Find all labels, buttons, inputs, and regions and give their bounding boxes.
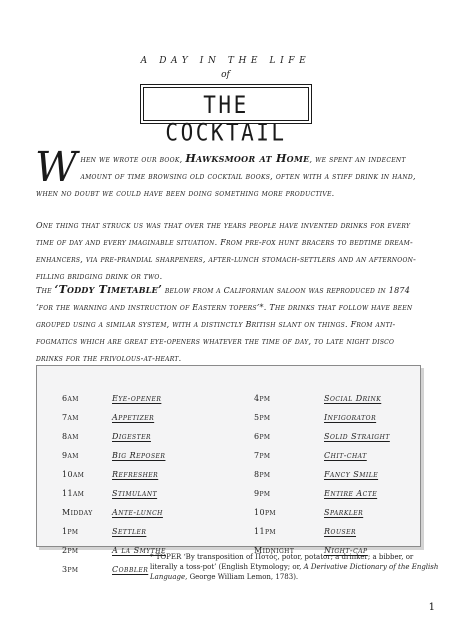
page-title: THE COCKTAIL [165,91,287,147]
kicker: A DAY IN THE LIFE [140,56,311,66]
kicker-of: of [221,70,230,80]
timetable-row [62,427,166,446]
footnote-book-title: A Derivative Dictionary of the English Language [150,563,439,581]
timetable-drink: Sparkler [324,508,364,517]
drop-cap: W [35,143,78,191]
timetable-drink: Big Reposer [112,451,166,460]
paragraph-3-rest: below from a Californian saloon was reproduced in 1874 ‘for the warning and instruction of Eastern topers’*. The drinks that follow have been grouped using a similar system, with a distinctly British slant on things. From anti-fogmatics which are great eye-openers whatever the time of day, to late night disco drinks for the frivolous-at-heart. [36,286,413,363]
timetable-time: 5pm [254,413,271,422]
timetable-row [254,484,390,503]
timetable-time: 3pm [62,565,79,574]
timetable-drink: Stimulant [112,489,158,498]
timetable-drink: A la Smythe [112,546,166,555]
page-number: 1 [428,602,435,613]
timetable-time: 11pm [254,527,276,536]
timetable-row [254,427,390,446]
timetable-time: 6pm [254,432,271,441]
timetable-time: 4pm [254,394,271,403]
timetable-drink: Digester [112,432,151,441]
timetable-row [254,465,390,484]
lede-text-start: hen we wrote our book, [80,155,186,164]
timetable-time: 10am [62,470,85,479]
timetable-time: 9pm [254,489,271,498]
paragraph-3-lead: The [36,286,55,295]
timetable-drink: Ante-lunch [112,508,163,517]
lede-paragraph [35,143,422,202]
paragraph-3 [36,281,422,367]
timetable-time: Midday [62,508,93,517]
timetable-row [254,522,390,541]
timetable-time: Midnight [254,546,295,555]
title-box [140,84,312,147]
timetable-drink: Cobbler [112,565,149,574]
timetable-time: 6am [62,394,79,403]
timetable-row [62,465,166,484]
timetable-row [254,389,390,408]
footnote-end: , George William Lemon, 1783). [185,573,299,581]
paragraph-2: One thing that struck us was that over the years people have invented drinks for every time of day and every imaginable situation. From pre-fox hunt bracers to bedtime dream-enhancers, via pre-prandial sharpeners, after-lunch stomach-settlers and an afternoon-filling bridging drink or two. [36,221,417,281]
timetable-drink: Entire Acte [324,489,378,498]
timetable-row [62,446,166,465]
timetable-drink: Night-cap [324,546,368,555]
timetable-time: 8am [62,432,79,441]
timetable-time: 8pm [254,470,271,479]
timetable-row [254,408,390,427]
timetable-time: 9am [62,451,79,460]
footnote [150,552,440,582]
timetable-row [62,389,166,408]
timetable-drink: Chit-chat [324,451,367,460]
timetable-left-column [62,389,166,579]
timetable-row [254,503,390,522]
lede-book-title: Hawksmoor at Home [185,152,310,165]
timetable-time: 7pm [254,451,271,460]
timetable-drink: Infigorator [324,413,377,422]
timetable-drink: Solid Straight [324,432,390,441]
timetable-row [62,408,166,427]
timetable-time: 2pm [62,546,79,555]
timetable-row [62,484,166,503]
timetable-drink: Eye-opener [112,394,162,403]
timetable-time: 7am [62,413,79,422]
lede-text-end: , we spent an indecent amount of time browsing old cocktail books, often with a stiff drink in hand, when no doubt we could have been doing something more productive. [36,155,416,198]
footnote-text: * TOPER ‘By transposition of Ποτός, potor, potator; a drinker; a bibber, or literally a toss-pot’ (English Etymology; or, [150,553,414,571]
timetable-time: 11am [62,489,85,498]
timetable-time: 10pm [254,508,276,517]
timetable-row [62,522,166,541]
timetable-drink: Fancy Smile [324,470,379,479]
timetable-drink: Refresher [112,470,159,479]
timetable-row [254,446,390,465]
toddy-timetable-title: ‘Toddy Timetable’ [54,283,163,296]
timetable-drink: Settler [112,527,147,536]
timetable-drink: Rouser [324,527,357,536]
timetable-drink: Social Drink [324,394,382,403]
timetable-drink: Appetizer [112,413,155,422]
timetable-right-column [254,389,390,560]
timetable-time: 1pm [62,527,79,536]
timetable-row [62,503,166,522]
